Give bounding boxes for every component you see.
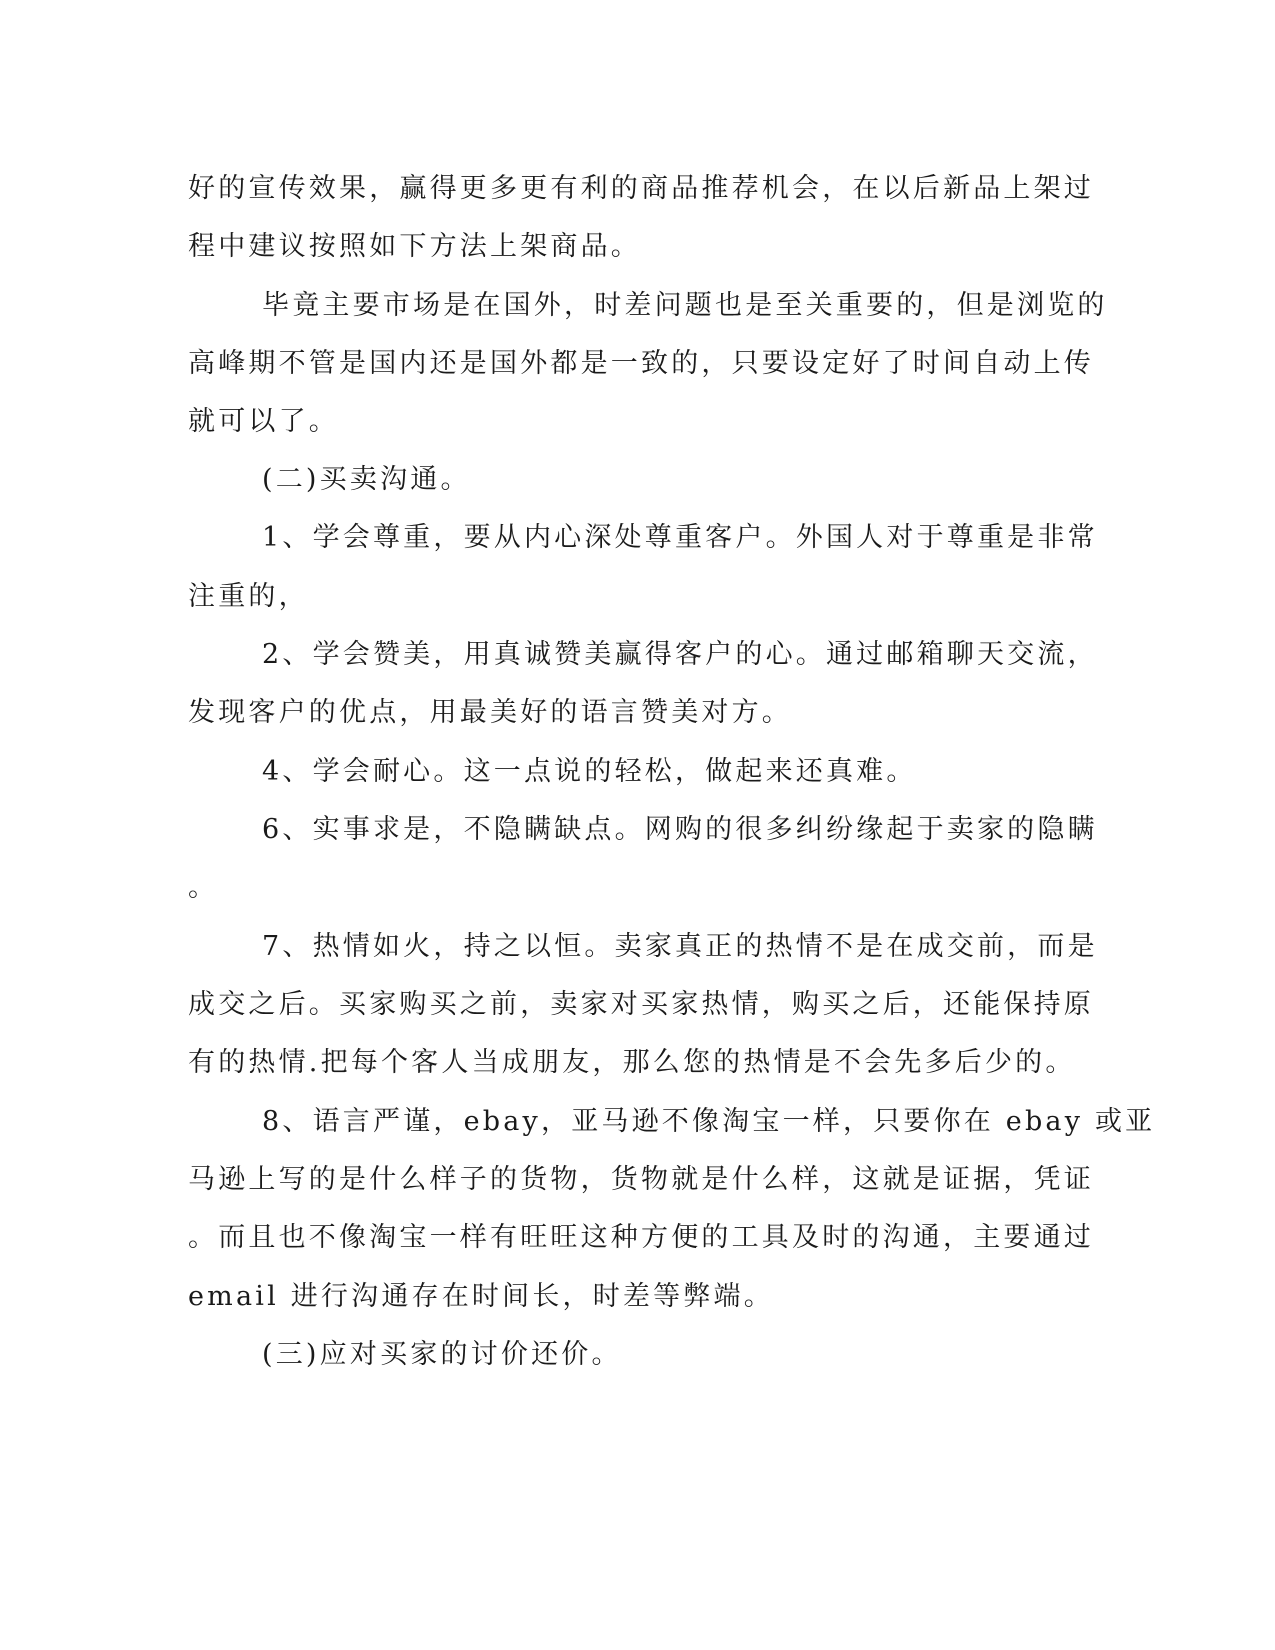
text-line: 好的宣传效果，赢得更多更有利的商品推荐机会，在以后新品上架过 (188, 173, 1094, 204)
text-line: 注重的， (188, 581, 309, 612)
text-line: 有的热情.把每个客人当成朋友，那么您的热情是不会先多后少的。 (188, 1047, 1076, 1078)
text-line: 毕竟主要市场是在国外，时差问题也是至关重要的，但是浏览的 (262, 290, 1108, 321)
text-line: 4、学会耐心。这一点说的轻松，做起来还真难。 (262, 756, 917, 787)
text-line: 马逊上写的是什么样子的货物，货物就是什么样，这就是证据，凭证 (188, 1164, 1094, 1195)
text-line: 。而且也不像淘宝一样有旺旺这种方便的工具及时的沟通，主要通过 (188, 1222, 1094, 1253)
text-line: 2、学会赞美，用真诚赞美赢得客户的心。通过邮箱聊天交流， (262, 639, 1098, 670)
text-line: 6、实事求是，不隐瞒缺点。网购的很多纠纷缘起于卖家的隐瞒 (262, 814, 1098, 845)
text-line: 。 (188, 872, 219, 903)
text-line: email 进行沟通存在时间长，时差等弊端。 (188, 1281, 774, 1312)
section-heading: (二)买卖沟通。 (262, 464, 471, 495)
text-line: 1、学会尊重，要从内心深处尊重客户。外国人对于尊重是非常 (262, 522, 1098, 553)
text-line: 程中建议按照如下方法上架商品。 (188, 231, 641, 262)
text-line: 成交之后。买家购买之前，卖家对买家热情，购买之后，还能保持原 (188, 989, 1094, 1020)
section-heading: (三)应对买家的讨价还价。 (262, 1339, 622, 1370)
text-line: 发现客户的优点，用最美好的语言赞美对方。 (188, 697, 792, 728)
text-line: 高峰期不管是国内还是国外都是一致的，只要设定好了时间自动上传 (188, 348, 1094, 379)
text-line: 7、热情如火，持之以恒。卖家真正的热情不是在成交前，而是 (262, 931, 1098, 962)
text-line: 就可以了。 (188, 406, 339, 437)
text-line: 8、语言严谨，ebay，亚马逊不像淘宝一样，只要你在 ebay 或亚 (262, 1106, 1156, 1137)
